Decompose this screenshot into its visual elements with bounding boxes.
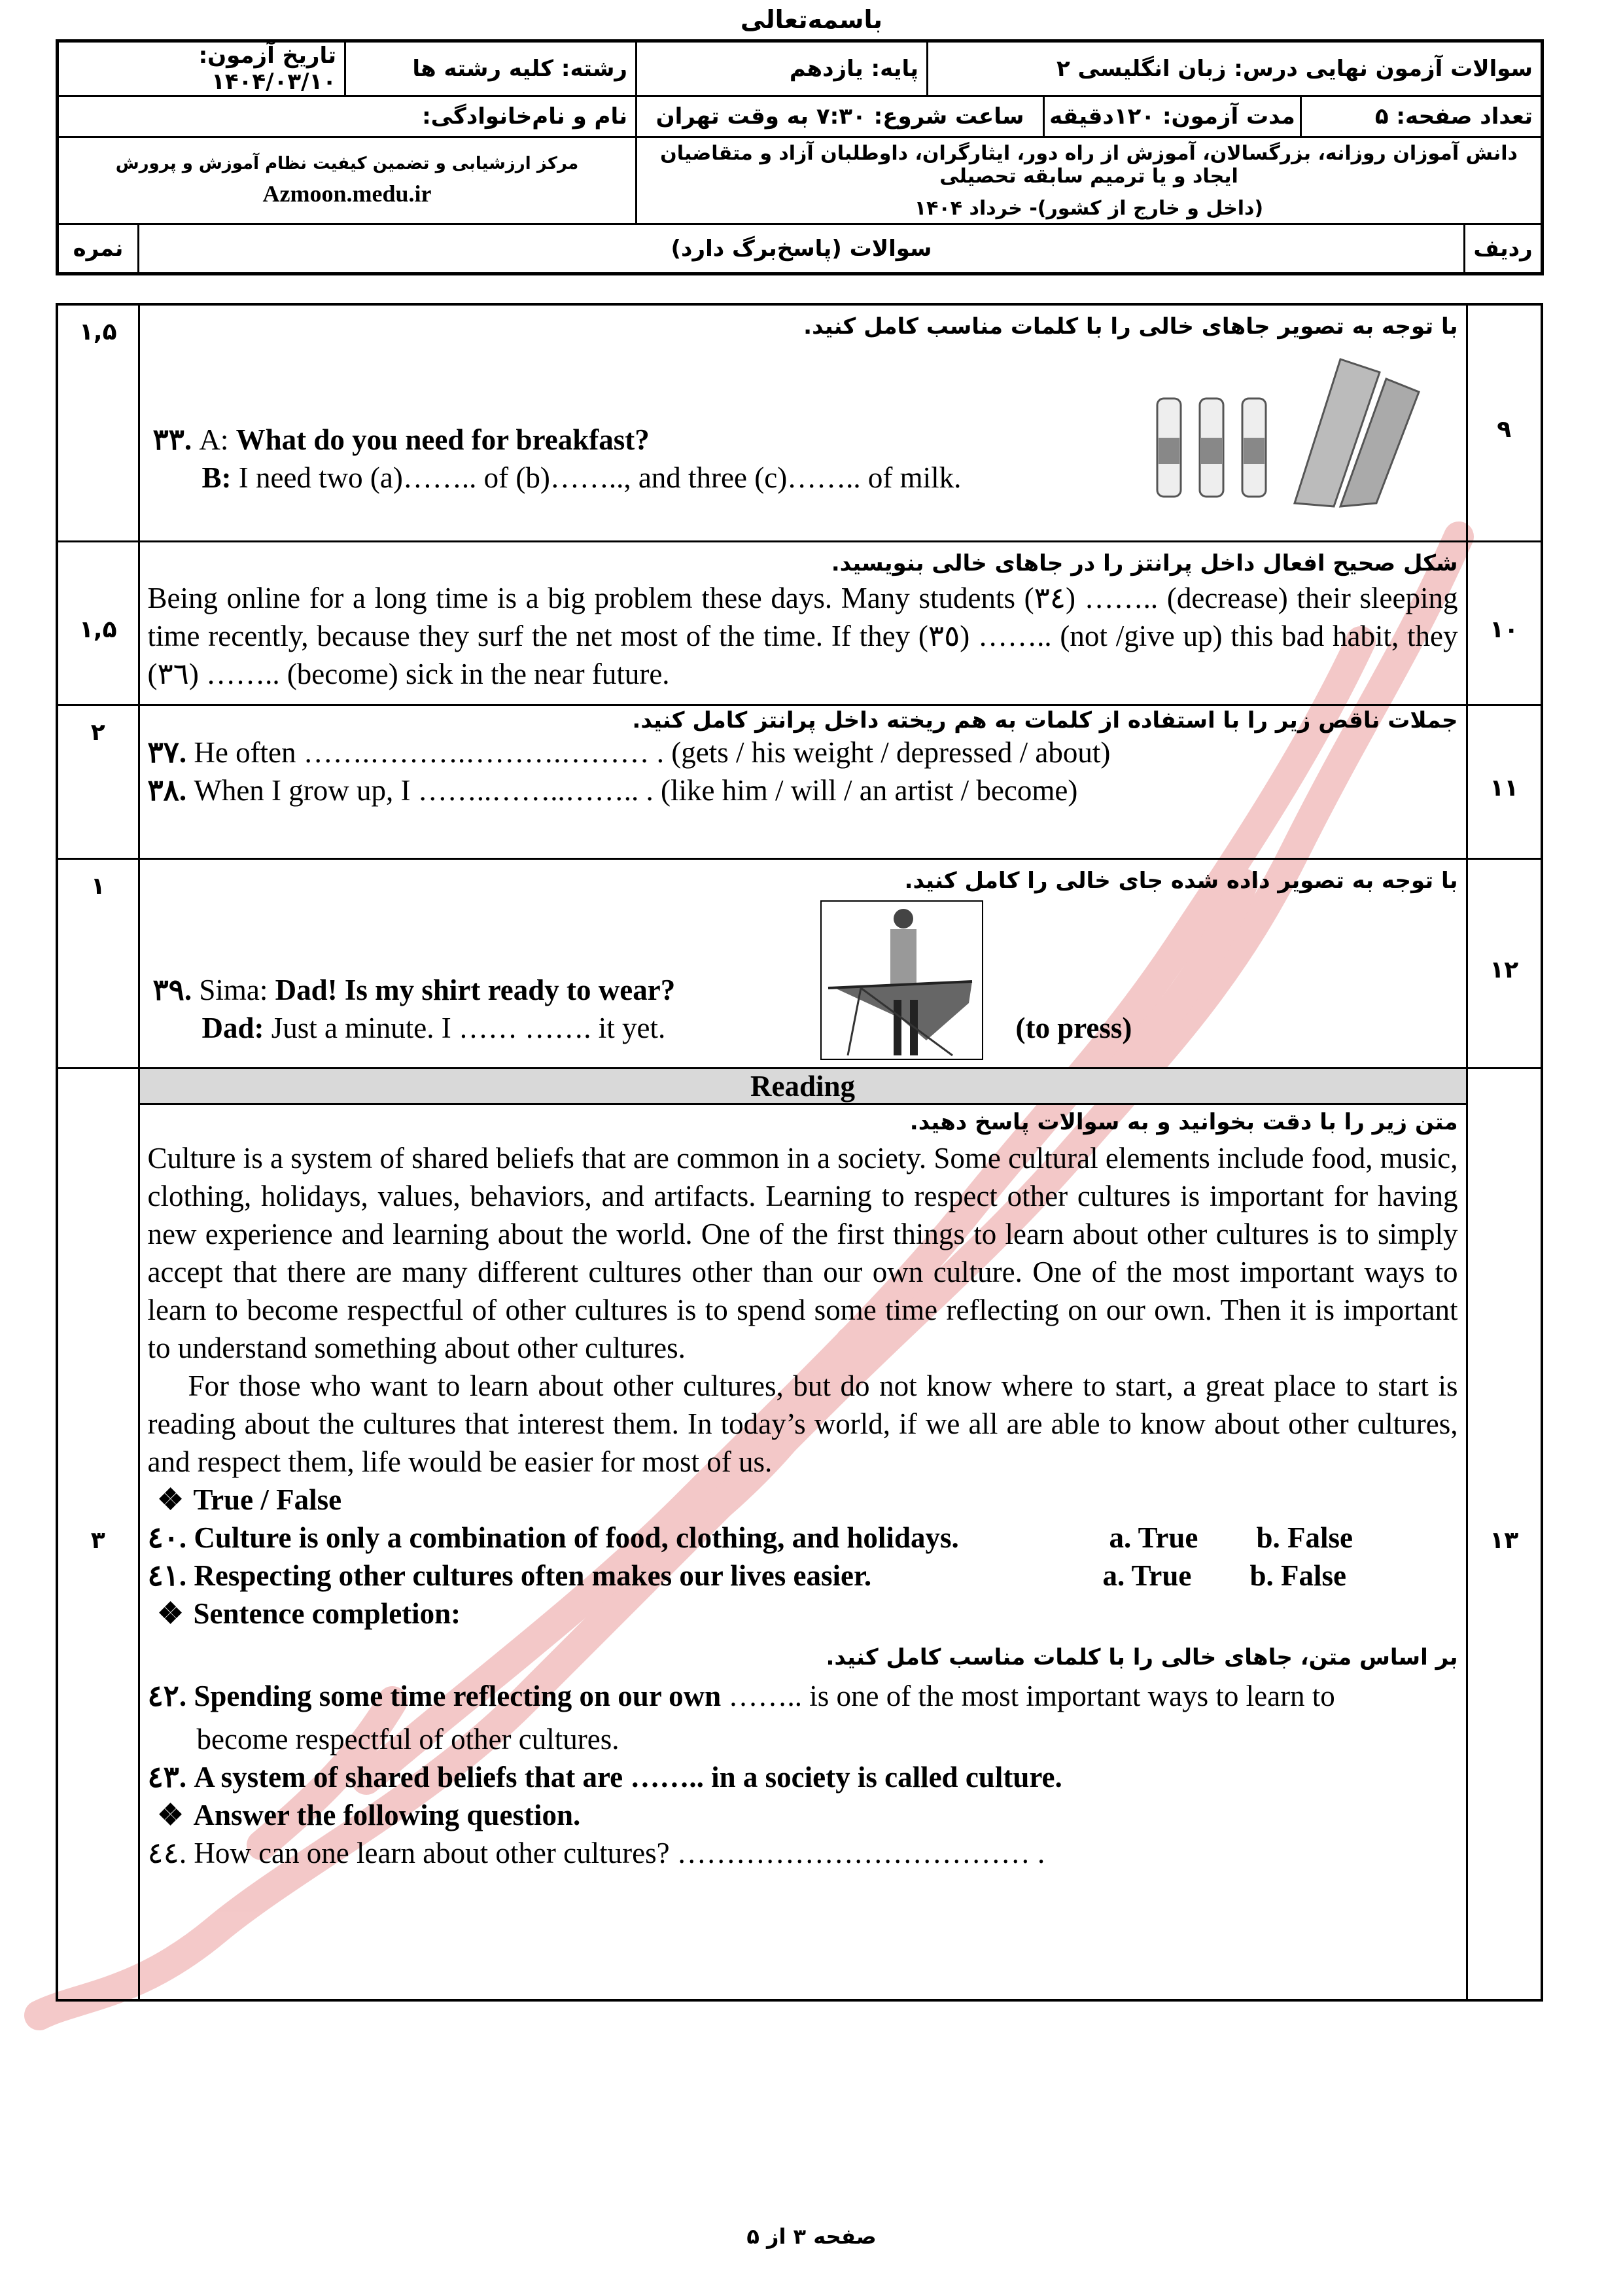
- option-true[interactable]: a. True: [1109, 1521, 1198, 1554]
- verb-hint: (to press): [1015, 1011, 1132, 1044]
- instruction: بر اساس متن، جاهای خالی را با کلمات مناسب کامل کنید.: [826, 1644, 1458, 1670]
- answer-blank-line[interactable]: I need two (a)…….. of (b)…….., and three (c)…….. of milk.: [238, 461, 962, 494]
- question-row-9: [57, 304, 1542, 541]
- option-false[interactable]: b. False: [1256, 1521, 1353, 1554]
- ironing-man-image: [820, 900, 983, 1060]
- audience-line2: (داخل و خارج از کشور)- خرداد ۱۴۰۴: [914, 196, 1264, 220]
- option-false[interactable]: b. False: [1249, 1559, 1347, 1592]
- row-number: ۱۳: [1467, 1068, 1542, 2000]
- speaker-sima: Sima:: [199, 973, 268, 1006]
- question-42-continuation: become respectful of other cultures.: [196, 1722, 620, 1756]
- name-field: نام و نام‌خانوادگی:: [58, 96, 637, 137]
- breakfast-image: [1151, 346, 1432, 510]
- speaker-dad: Dad:: [201, 1011, 264, 1044]
- question-38[interactable]: When I grow up, I ……..……..…….. . (like him / will / an artist / become): [194, 773, 1078, 807]
- question-row-11: [57, 705, 1542, 858]
- question-41: Respecting other cultures often makes our lives easier.: [194, 1559, 872, 1592]
- col-questions-header: سوالات (پاسخ‌برگ دارد): [671, 236, 932, 262]
- question-number: ۳۷.: [147, 735, 187, 769]
- center-cell: [58, 137, 637, 224]
- row-number: ۱۱: [1467, 705, 1542, 858]
- question-42-bold: Spending some time reflecting on our own: [194, 1679, 722, 1712]
- question-37[interactable]: He often …….……….……….……… . (gets / his weight / depressed / about): [194, 735, 1111, 769]
- grade: پایه: یازدهم: [637, 41, 928, 96]
- question-row-10: [57, 541, 1542, 705]
- center-name: مرکز ارزشیابی و تضمین کیفیت نظام آموزش و پرورش: [115, 154, 579, 173]
- question-number: ٤٤.: [147, 1836, 187, 1869]
- question-40: Culture is only a combination of food, clothing, and holidays.: [194, 1521, 959, 1554]
- score: ۱: [57, 858, 139, 1068]
- score: ۲: [57, 705, 139, 858]
- reading-paragraph-1: Culture is a system of shared beliefs that are common in a society. Some cultural elements include food, music, clothing, holidays, values, behaviors, and artifacts. Learning to respect other cultures is important for having new experience and learning about the world. One of the first things to learn about other cultures is to simply accept that there are many different cultures other than our own culture. One of the most important ways to learn to become respectful of other cultures is to spend some time reflecting on our own. Then it is important to understand something about other cultures.: [147, 1141, 1458, 1364]
- score: ۳: [57, 1068, 139, 2000]
- website: Azmoon.medu.ir: [262, 181, 432, 207]
- speaker-a: A:: [199, 423, 229, 456]
- reading-paragraph-2: For those who want to learn about other cultures, but do not know where to start, a great place to start is reading about the cultures that interest them. In today’s world, if we all are able to know about other cultures, and respect them, life would be easier for most of us.: [147, 1369, 1458, 1478]
- question-number: ٤۱.: [147, 1559, 187, 1592]
- col-radif-header: ردیف: [1463, 225, 1541, 272]
- question-number: ۳۹.: [152, 973, 192, 1006]
- question-row-12: [57, 858, 1542, 1068]
- instruction: با توجه به تصویر جاهای خالی را با کلمات مناسب کامل کنید.: [803, 313, 1458, 340]
- audience-line1: دانش آموزان روزانه، بزرگسالان، آموزش از راه دور، ایثارگران، داوطلبان آزاد و متقاضیان ایجاد و یا ترمیم سابقه تحصیلی: [660, 141, 1518, 188]
- question-row-13: [57, 1068, 1542, 2000]
- score: ۱,۵: [57, 541, 139, 705]
- question-number: ۳۳.: [152, 423, 192, 456]
- question-42[interactable]: …….. is one of the most important ways to learn to: [721, 1679, 1335, 1712]
- question-number: ٤۲.: [147, 1679, 187, 1712]
- option-true[interactable]: a. True: [1102, 1559, 1192, 1592]
- speaker-b: B:: [201, 461, 232, 494]
- exam-date: تاریخ آزمون: ۱۴۰۴/۰۳/۱۰: [58, 41, 345, 96]
- start-time: ساعت شروع: ۷:۳۰ به وقت تهران: [637, 97, 1045, 136]
- page-count: تعداد صفحه: ۵: [1374, 103, 1533, 130]
- fill-in-verbs-passage[interactable]: Being online for a long time is a big problem these days. Many students (۳٤) …….. (decrease) their sleeping time recently, because they surf the net most of the time. If they (۳٥) …….. (not /give up) this bad habit, they (۳٦) …….. (become) sick in the near future.: [147, 581, 1458, 690]
- diamond-bullet-icon: ❖: [157, 1483, 184, 1516]
- score: ۱,۵: [57, 304, 139, 541]
- row-number: ۱۲: [1467, 858, 1542, 1068]
- question-text: What do you need for breakfast?: [236, 423, 650, 456]
- true-false-heading: True / False: [193, 1483, 342, 1516]
- instruction: شکل صحیح افعال داخل پرانتز را در جاهای خالی بنویسید.: [831, 550, 1458, 576]
- page-footer: صفحه ۳ از ۵: [746, 2224, 877, 2249]
- bismillah-heading: باسمه‌تعالی: [740, 5, 883, 34]
- exam-title: سوالات آزمون نهایی درس: زبان انگلیسی ۲: [928, 41, 1543, 96]
- row-number: ۹: [1467, 304, 1542, 541]
- answer-blank-line[interactable]: Just a minute. I …… ……. it yet.: [271, 1011, 666, 1044]
- duration: مدت آزمون: ۱۲۰دقیقه: [1045, 97, 1302, 136]
- reading-section-title: Reading: [140, 1069, 1466, 1105]
- exam-header-table: [56, 39, 1544, 275]
- question-44[interactable]: How can one learn about other cultures? ……………………………… .: [194, 1836, 1045, 1869]
- instruction: جملات ناقص زیر را با استفاده از کلمات به هم ریخته داخل پرانتز کامل کنید.: [632, 707, 1458, 733]
- question-43[interactable]: A system of shared beliefs that are …….. in a society is called culture.: [194, 1760, 1062, 1793]
- field: رشته: کلیه رشته ها: [345, 41, 637, 96]
- questions-table: [56, 303, 1543, 2002]
- diamond-bullet-icon: ❖: [157, 1798, 184, 1831]
- instruction: با توجه به تصویر داده شده جای خالی را کامل کنید.: [904, 867, 1458, 894]
- instruction: متن زیر را با دقت بخوانید و به سوالات پاسخ دهید.: [909, 1108, 1458, 1135]
- question-number: ٤۳.: [147, 1760, 187, 1793]
- sentence-completion-heading: Sentence completion:: [193, 1597, 461, 1630]
- row-number: ۱۰: [1467, 541, 1542, 705]
- answer-question-heading: Answer the following question.: [193, 1798, 581, 1831]
- audience-cell: [637, 137, 1543, 224]
- question-text: Dad! Is my shirt ready to wear?: [275, 973, 676, 1006]
- diamond-bullet-icon: ❖: [157, 1597, 184, 1630]
- col-score-header: نمره: [59, 225, 139, 272]
- question-number: ۳۸.: [147, 773, 187, 807]
- question-number: ٤۰.: [147, 1521, 187, 1554]
